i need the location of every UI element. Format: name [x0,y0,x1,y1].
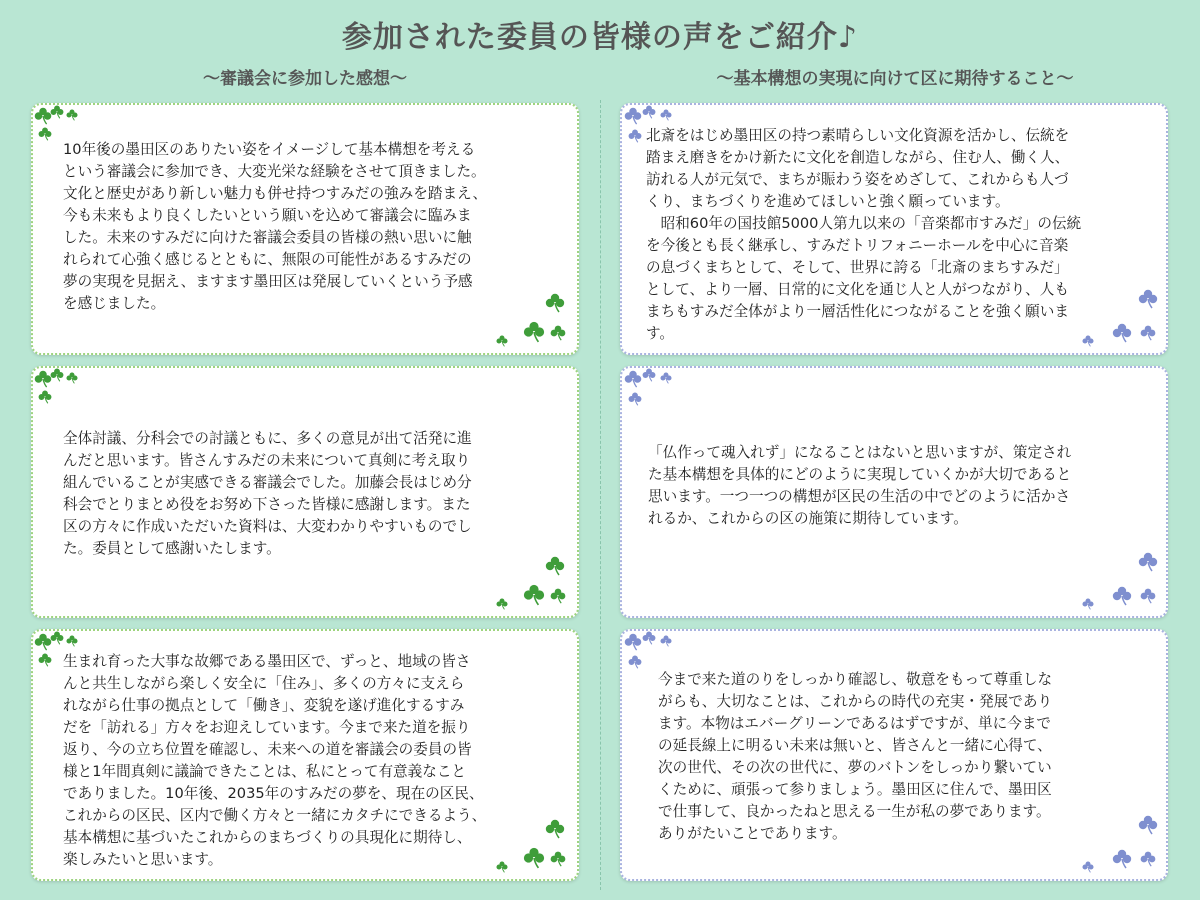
green-clover-icon [496,335,508,347]
green-clover-icon [545,556,565,576]
comment-text: 今まで来た道のりをしっかり確認し、敬意をもって尊重しな がらも、大切なことは、これからの時代の充実・発展であり ます。本物はエバーグリーンであるはずですが、単に今まで の延長線上に明るい未来は無いと、皆さんと一緒に心得て、 次の世代、その次の世代に、夢のバトンをしっかり繋いてい くために、頑張って参りましょう。墨田区に住んで、墨田区 で仕事して、良かったねと思える一生が私の夢であります。 ありがたいことであります。 [658,671,1053,842]
green-clover-icon [545,819,565,839]
green-clover-icon [66,109,78,121]
comment-card-right-1 [620,103,1168,355]
page-title: 参加された委員の皆様の声をご紹介♪ [341,20,859,55]
blue-clover-icon [1138,289,1158,309]
blue-clover-icon [628,392,642,406]
green-clover-icon [496,598,508,610]
blue-clover-icon [628,655,642,669]
blue-clover-icon [660,372,672,384]
blue-clover-icon [1112,849,1132,869]
green-clover-icon [523,321,545,343]
blue-clover-icon [1112,323,1132,343]
blue-clover-icon [1140,851,1156,867]
blue-clover-icon [624,107,642,125]
green-clover-icon [38,653,52,667]
left-column-heading: ～審議会に参加した感想～ [203,69,407,89]
blue-clover-icon [624,633,642,651]
blue-clover-icon [1082,861,1094,873]
green-clover-icon [550,588,566,604]
comment-text: 全体討議、分科会での討議ともに、多くの意見が出て活発に進 んだと思います。皆さんすみだの未来について真剣に考え取り 組んでいることが実感できる審議会でした。加藤会長はじめ分 科会でとりまとめ役をお努め下さった皆様に感謝します。また 区の方々に作成いただいた資料は、大変わかりやすいものでし た。委員として感謝いたします。 [63,430,472,557]
comment-text: 10年後の墨田区のありたい姿をイメージして基本構想を考える という審議会に参加でき、大変光栄な経験をさせて頂きました。 文化と歴史があり新しい魅力も併せ持つすみだの強みを踏まえ、 今も未来もより良くしたいという願いを込めて審議会に臨みま した。未来のすみだに向けた審議会委員の皆様の熱い思いに触 れられて心強く感じるとともに、無限の可能性があるすみだの 夢の実現を見据え、ますます墨田区は発展していくという予感 を感じました。 [63,141,488,312]
green-clover-icon [550,325,566,341]
comment-card-left-2 [31,366,579,618]
green-clover-icon [50,105,64,119]
column-divider [600,100,601,890]
green-clover-icon [523,847,545,869]
blue-clover-icon [660,635,672,647]
blue-clover-icon [624,370,642,388]
green-clover-icon [50,631,64,645]
comment-text: 北斎をはじめ墨田区の持つ素晴らしい文化資源を活かし、伝統を 踏まえ磨きをかけ新たに文化を創造しながら、住む人、働く人、 訪れる人が元気で、まちが賑わう姿をめざして、これからも人づ くり、まちづくりを進めてほしいと強く願っています。 昭和60年の国技館5000人第九以来の「音楽都市すみだ」の伝統 を今後とも長く継承し、すみだトリフォニーホールを中心に音楽 の息づくまちとして、そして、世界に誇る「北斎のまちすみだ」 として、より一層、日常的に文化を通じ人と人がつながり、人も まちもすみだ全体がより一層活性化につながることを強く願いま す。 [646,127,1082,342]
blue-clover-icon [628,129,642,143]
green-clover-icon [545,293,565,313]
green-clover-icon [50,368,64,382]
comment-card-left-1 [31,103,579,355]
blue-clover-icon [1138,552,1158,572]
right-column-heading: ～基本構想の実現に向けて区に期待すること～ [716,69,1074,89]
blue-clover-icon [642,105,656,119]
green-clover-icon [66,635,78,647]
green-clover-icon [38,127,52,141]
green-clover-icon [496,861,508,873]
blue-clover-icon [1082,335,1094,347]
comment-text: 「仏作って魂入れず」になることはないと思いますが、策定され た基本構想を具体的にどのように実現していくかが大切であると 思います。一つ一つの構想が区民の生活の中でどのように活かさ れるか、これからの区の施策に期待しています。 [648,444,1072,527]
comment-card-right-3 [620,629,1168,881]
blue-clover-icon [1138,815,1158,835]
green-clover-icon [66,372,78,384]
comment-card-right-2 [620,366,1168,618]
blue-clover-icon [660,109,672,121]
blue-clover-icon [642,368,656,382]
blue-clover-icon [1140,325,1156,341]
green-clover-icon [38,390,52,404]
blue-clover-icon [1112,586,1132,606]
blue-clover-icon [642,631,656,645]
comment-text: 生まれ育った大事な故郷である墨田区で、ずっと、地域の皆さ んと共生しながら楽しく安全に「住み」、多くの方々に支えら れながら仕事の拠点として「働き」、変貌を遂げ進化するすみ だを「訪れる」方々をお迎えしています。今まで来た道を振り 返り、今の立ち位置を確認し、未来への道を審議会の委員の皆 様と1年間真剣に議論できたことは、私にとって有意義なこと でありました。10年後、2035年のすみだの夢を、現在の区民、 これからの区民、区内で働く方々と一緒にカタチにできるよう、 基本構想に基づいたこれからのまちづくりの具現化に期待し、 楽しみたいと思います。 [63,653,487,868]
green-clover-icon [550,851,566,867]
blue-clover-icon [1082,598,1094,610]
comment-card-left-3 [31,629,579,881]
green-clover-icon [523,584,545,606]
blue-clover-icon [1140,588,1156,604]
